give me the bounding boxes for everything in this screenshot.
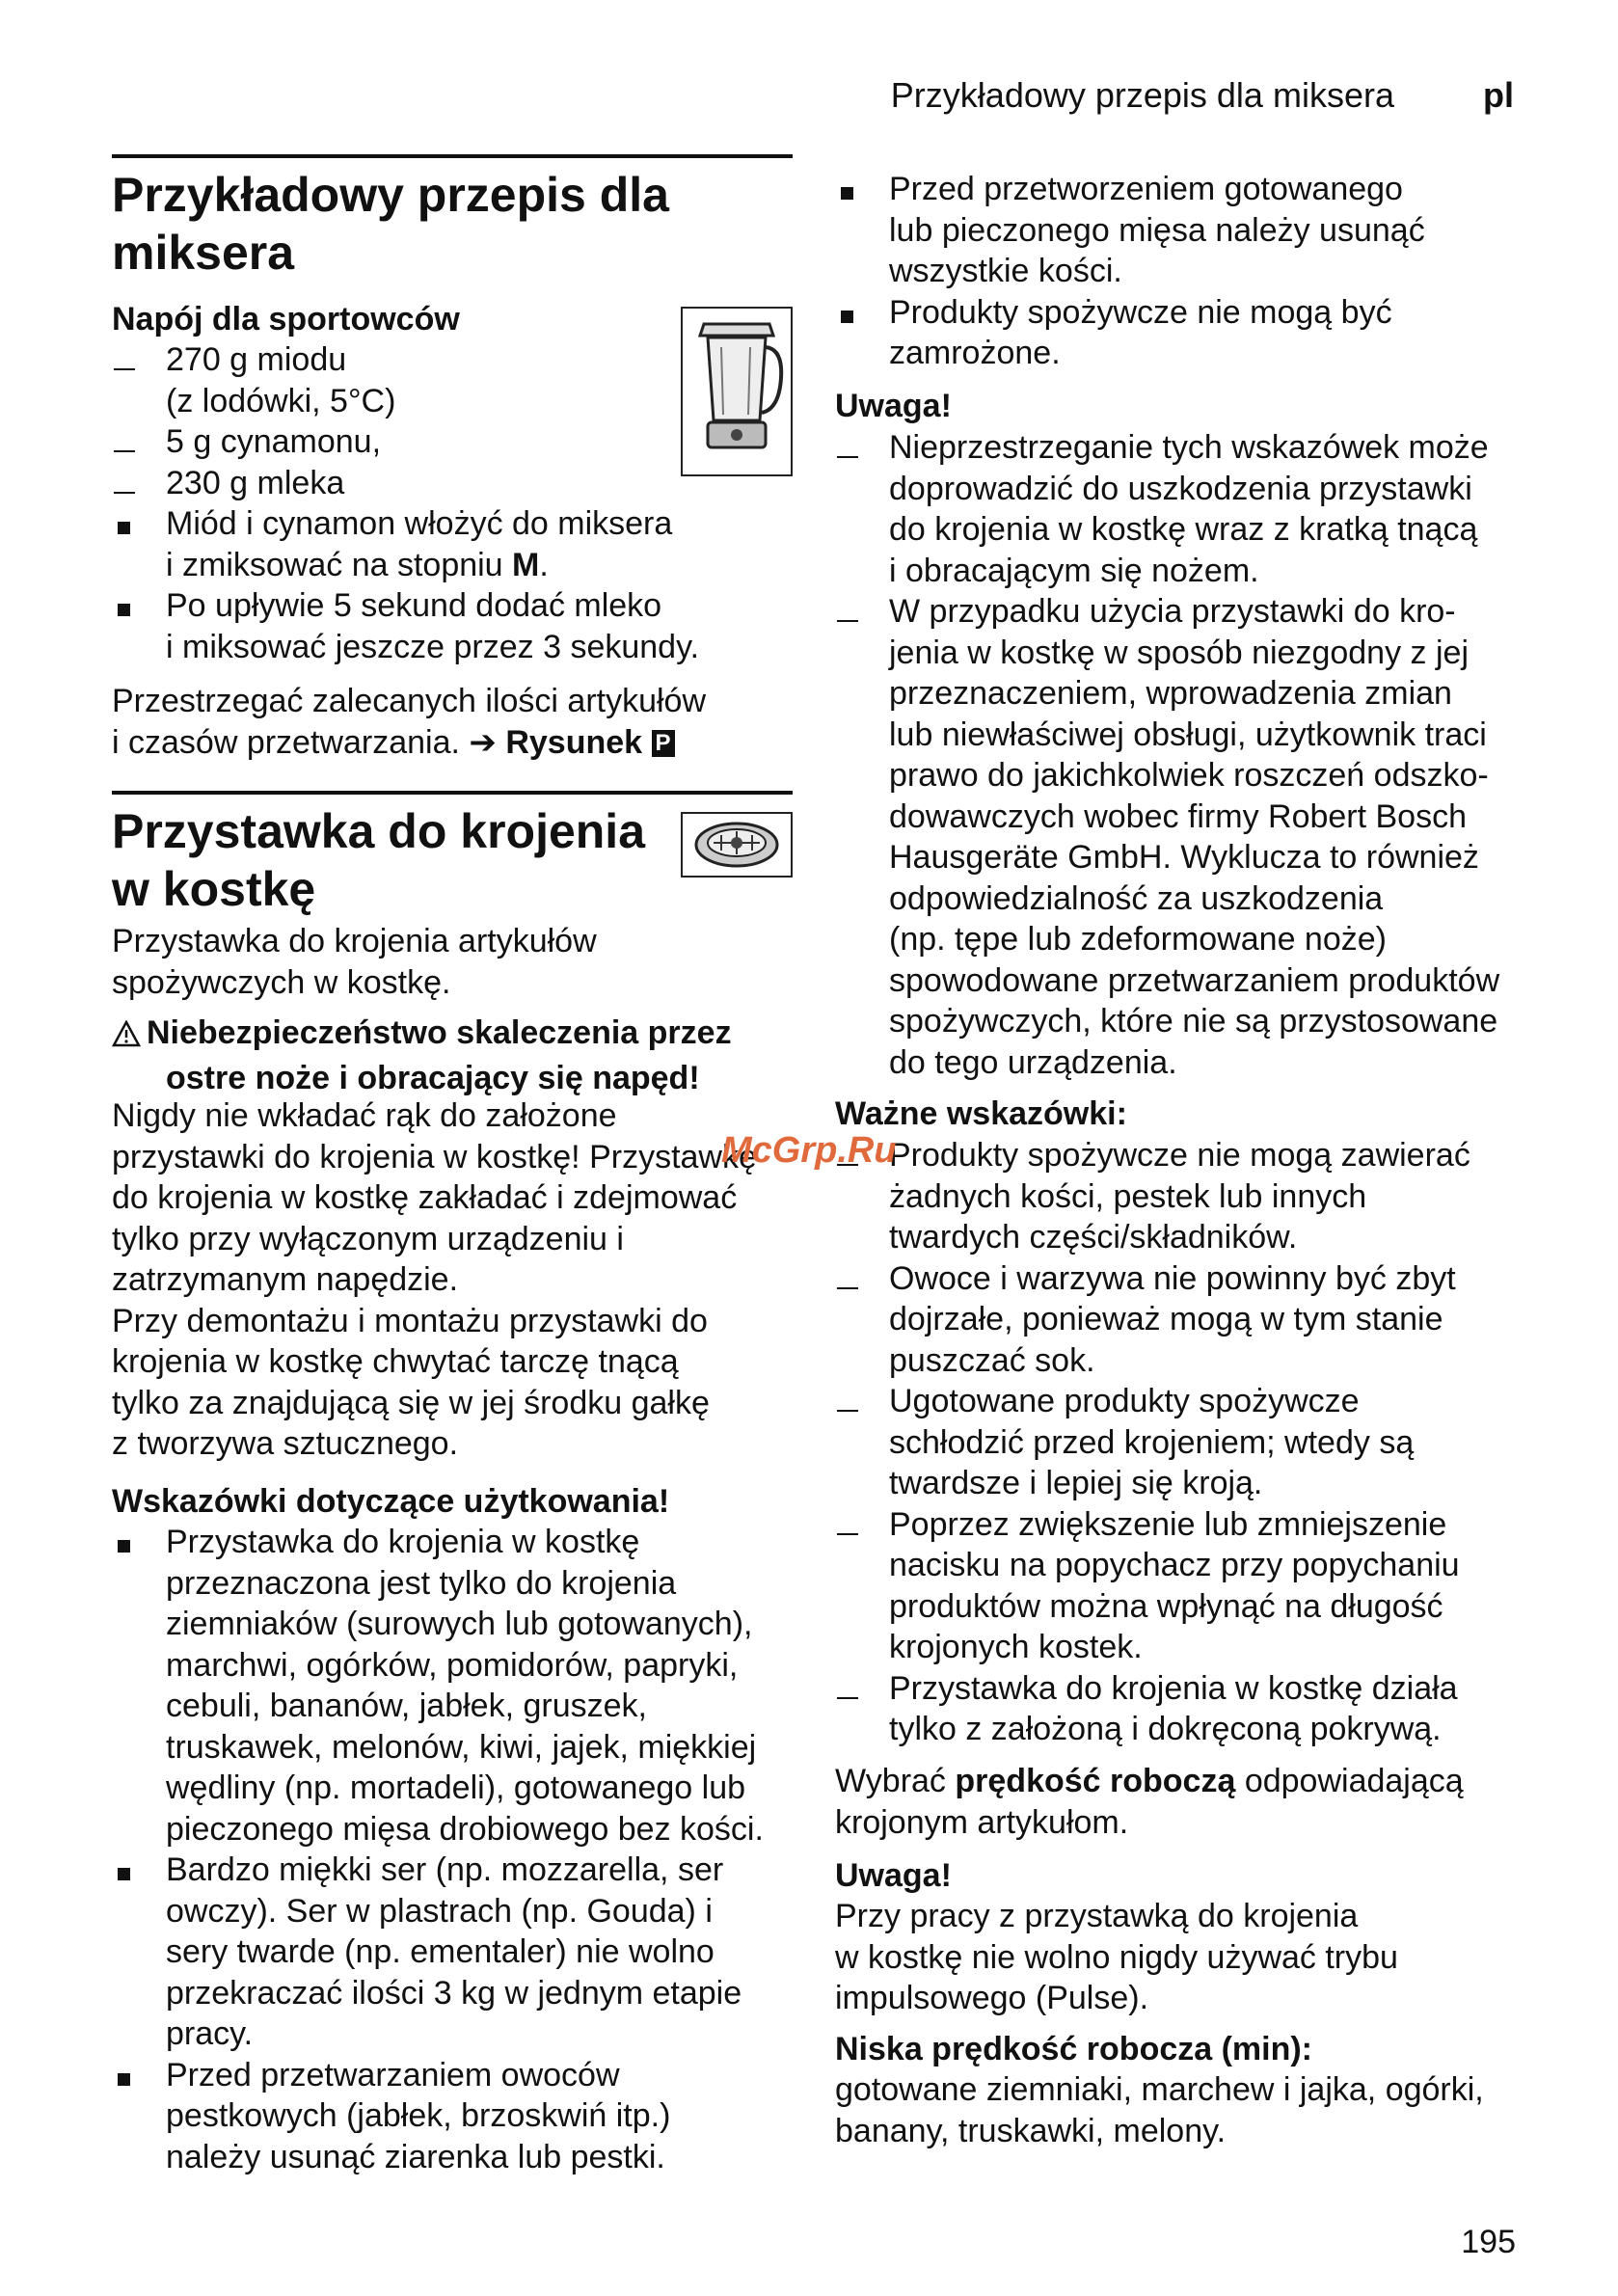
list-item: 230 g mleka — [112, 463, 671, 504]
list-item: Przystawka do krojenia w kostkę działa tylko z założoną i dokręconą pokrywą. — [835, 1668, 1529, 1750]
list-item: 5 g cynamonu, — [112, 421, 671, 463]
list-item: Bardzo miękki ser (np. mozzarella, ser owczy). Ser w plastrach (np. Gouda) i sery twarde (np. ementaler) nie wolno przekraczać ilości 3 kg w jednym etapie pracy. — [112, 1850, 806, 2055]
warning-triangle-icon — [112, 1016, 147, 1058]
blender-jug-icon — [681, 307, 793, 476]
list-item: Po upływie 5 sekund dodać mleko i miksować jeszcze przez 3 sekundy. — [112, 585, 793, 667]
low-speed-heading: Niska prędkość robocza (min): — [835, 2031, 1313, 2067]
heading-line: Przystawka do krojenia — [112, 804, 646, 858]
dicing-disc-icon — [681, 812, 793, 878]
ingredients-list — [112, 339, 671, 503]
recipe-subheading: Napój dla sportowców — [112, 301, 460, 338]
section-rule — [112, 154, 793, 158]
dicing-intro: Przystawka do krojenia artykułów spożywczych w kostkę. — [112, 923, 597, 1001]
list-item: Produkty spożywcze nie mogą być zamrożone. — [835, 292, 1516, 374]
section-heading-dicing — [112, 802, 645, 918]
usage-heading: Wskazówki dotyczące użytkowania! — [112, 1483, 670, 1520]
list-item: Miód i cynamon włożyć do miksera i zmiksować na stopniu M. — [112, 503, 793, 585]
watermark: McGrp.Ru — [721, 1130, 897, 1171]
list-item: Przystawka do krojenia w kostkę przeznaczona jest tylko do krojenia ziemniaków (surowych lub gotowanych), marchwi, ogórków, pomidorów, papryki, cebuli, bananów, jabłek, gruszek, truskawek, melonów, kiwi, jajek, miękkiej wędliny (np. mortadeli), gotowanego lub pieczonego mięsa drobiowego bez kości. — [112, 1522, 806, 1850]
caution-heading: Uwaga! — [835, 388, 952, 424]
recipe-note: Przestrzegać zalecanych ilości artykułów i czasów przetwarzania. ➔ Rysunek P — [112, 683, 707, 761]
running-title: Przykładowy przepis dla miksera — [890, 75, 1394, 115]
warning-title: Niebezpieczeństwo skaleczenia przez ostre noże i obracający się napęd! — [112, 1013, 732, 1098]
caution-body: Przy pracy z przystawką do krojenia w kostkę nie wolno nigdy używać trybu impulsowego (Pulse). — [835, 1898, 1398, 2016]
list-item: Poprzez zwiększenie lub zmniejszenie nacisku na popychacz przy popychaniu produktów można wpłynąć na długość krojonych kostek. — [835, 1504, 1529, 1668]
section-heading-recipe — [112, 166, 669, 282]
list-item: Nieprzestrzeganie tych wskazówek może doprowadzić do uszkodzenia przystawki do krojenia w kostkę wraz z kratką tnącą i obracającym się nożem. — [835, 427, 1529, 591]
heading-line: Przykładowy przepis dla — [112, 168, 669, 222]
top-items-list — [835, 169, 1516, 374]
caution-heading: Uwaga! — [835, 1857, 952, 1894]
recipe-steps-list — [112, 503, 793, 667]
section-rule — [112, 791, 793, 795]
figure-letter-box: P — [652, 730, 675, 757]
important-heading: Ważne wskazówki: — [835, 1095, 1127, 1132]
warning-body: Nigdy nie wkładać rąk do założone przystawki do krojenia w kostkę! Przystawkę do krojenia w kostkę zakładać i zdejmować tylko przy wyłączonym urządzeniu i zatrzymanym napędzie. Przy demontażu i montażu przystawki do krojenia w kostkę chwytać tarczę tnącą tylko za znajdującą się w jej środku gałkę z tworzywa sztucznego. — [112, 1097, 757, 1462]
list-item: Produkty spożywcze nie mogą zawierać żadnych kości, pestek lub innych twardych części/składników. — [835, 1135, 1529, 1258]
list-item: 270 g miodu (z lodówki, 5°C) — [112, 339, 671, 421]
page-number: 195 — [1461, 2224, 1516, 2260]
list-item: Przed przetworzeniem gotowanego lub pieczonego mięsa należy usunąć wszystkie kości. — [835, 169, 1516, 292]
heading-line: miksera — [112, 226, 295, 280]
important-list — [835, 1135, 1529, 1750]
speed-instruction: Wybrać prędkość roboczą odpowiadającą krojonym artykułom. — [835, 1763, 1464, 1841]
arrow-icon: ➔ — [469, 723, 497, 761]
figure-reference: Rysunek — [505, 723, 643, 761]
heading-line: w kostkę — [112, 862, 316, 916]
caution-list — [835, 427, 1529, 1083]
language-code: pl — [1483, 75, 1514, 115]
list-item: Ugotowane produkty spożywcze schłodzić przed krojeniem; wtedy są twardsze i lepiej się kroją. — [835, 1381, 1529, 1504]
list-item: W przypadku użycia przystawki do kro- jenia w kostkę w sposób niezgodny z jej przeznaczeniem, wprowadzenia zmian lub niewłaściwej obsługi, użytkownik traci prawo do jakichkolwiek roszczeń odszko- dowawczych wobec firmy Robert Bosch Hausgeräte GmbH. Wyklucza to również odpowiedzialność za uszkodzenia (np. tępe lub zdeformowane noże) spowodowane przetwarzaniem produktów spożywczych, które nie są przystosowane do tego urządzenia. — [835, 591, 1529, 1083]
list-item: Owoce i warzywa nie powinny być zbyt dojrzałe, ponieważ mogą w tym stanie puszczać sok. — [835, 1258, 1529, 1382]
usage-list — [112, 1522, 806, 2177]
list-item: Przed przetwarzaniem owoców pestkowych (jabłek, brzoskwiń itp.) należy usunąć ziarenka lub pestki. — [112, 2055, 806, 2178]
page-header — [891, 75, 1514, 116]
low-speed-body: gotowane ziemniaki, marchew i jajka, ogórki, banany, truskawki, melony. — [835, 2071, 1484, 2149]
